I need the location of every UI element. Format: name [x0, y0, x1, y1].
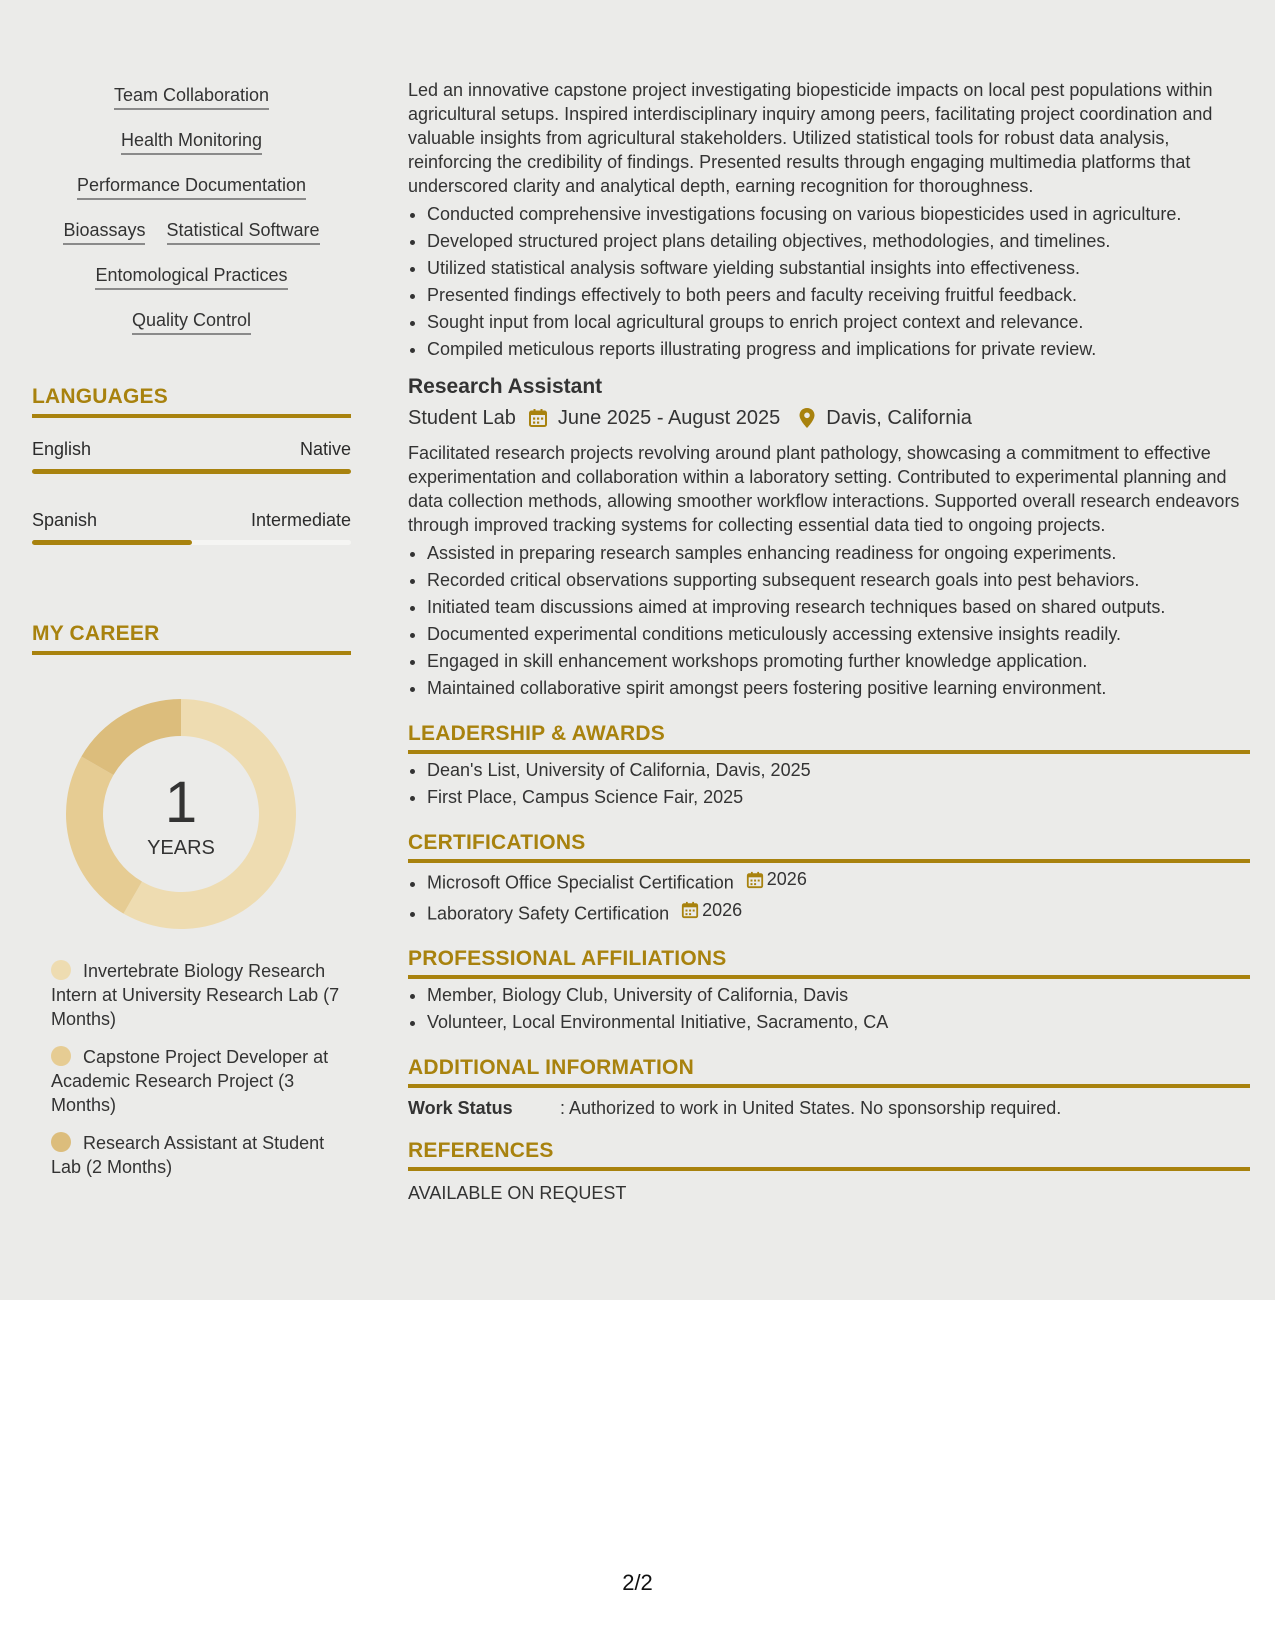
legend-label: Invertebrate Biology Research Intern at University Research Lab (7 Months) — [51, 961, 340, 1029]
affiliations-list — [408, 982, 1250, 1036]
references-text: AVAILABLE ON REQUEST — [408, 1183, 627, 1203]
job-title: Research Assistant — [408, 375, 603, 398]
language-item — [32, 438, 351, 474]
work-status-row — [408, 1097, 1250, 1119]
cert-name: Laboratory Safety Certification — [427, 903, 670, 923]
language-bar-fill — [32, 469, 351, 474]
career-heading: MY CAREER — [32, 622, 351, 655]
additional-info-heading: ADDITIONAL INFORMATION — [408, 1056, 1250, 1088]
language-bar — [32, 540, 351, 545]
legend-label: Capstone Project Developer at Academic Research Project (3 Months) — [51, 1047, 329, 1115]
certifications-list — [408, 866, 1250, 927]
job-dates: June 2025 - August 2025 — [557, 407, 781, 429]
capstone-bullets — [408, 201, 1250, 363]
job-bullets — [408, 540, 1250, 702]
skill-tag: Entomological Practices — [95, 264, 287, 290]
list-item: • Developed structured project plans detailing objectives, methodologies, and timelines. — [427, 228, 1250, 255]
languages-heading: LANGUAGES — [32, 385, 351, 418]
skill-tag: Performance Documentation — [77, 174, 306, 200]
job-description: Facilitated research projects revolving around plant pathology, showcasing a commitment to effective experimentation and collaboration within a laboratory setting. Contributed to experimental planning and data collection methods, allowing smoother workflow interactions. Supported overall research endeavors through improved tracking systems for collecting essential data tied to ongoing projects. — [408, 443, 1240, 535]
list-item: • Maintained collaborative spirit amongst peers fostering positive learning environment. — [427, 675, 1250, 702]
list-item: • Engaged in skill enhancement workshops promoting further knowledge application. — [427, 648, 1250, 675]
legend-item — [51, 1045, 341, 1117]
skill-row — [32, 264, 351, 290]
calendar-icon — [681, 901, 699, 919]
job-company: Student Lab — [408, 407, 516, 429]
left-column — [32, 84, 351, 1193]
certifications-heading: CERTIFICATIONS — [408, 831, 1250, 863]
skill-row — [32, 129, 351, 155]
skill-tag: Bioassays — [63, 219, 145, 245]
list-item: • Documented experimental conditions meticulously accessing extensive insights readily. — [427, 621, 1250, 648]
legend-item — [51, 959, 341, 1031]
legend-dot — [51, 1046, 71, 1066]
right-column — [408, 78, 1250, 1204]
calendar-icon — [528, 408, 548, 428]
skill-row — [32, 174, 351, 200]
language-item — [32, 509, 351, 545]
certifications-section — [408, 831, 1250, 927]
language-bar — [32, 469, 351, 474]
leadership-section — [408, 722, 1250, 811]
affiliations-heading: PROFESSIONAL AFFILIATIONS — [408, 947, 1250, 979]
job-location: Davis, California — [826, 407, 972, 429]
list-item: • Member, Biology Club, University of California, Davis — [427, 982, 1250, 1009]
list-item: • Presented findings effectively to both peers and faculty receiving fruitful feedback. — [427, 282, 1250, 309]
list-item: • Initiated team discussions aimed at improving research techniques based on shared outputs. — [427, 594, 1250, 621]
references-section — [408, 1139, 1250, 1204]
calendar-icon — [746, 871, 764, 889]
skill-row — [32, 84, 351, 110]
capstone-description: Led an innovative capstone project investigating biopesticide impacts on local pest populations within agricultural setups. Inspired interdisciplinary inquiry among peers, facilitating project coordination and valuable insights from agricultural stakeholders. Utilized statistical tools for robust data analysis, reinforcing the credibility of findings. Presented results through engaging multimedia platforms that underscored clarity and analytical depth, earning recognition for thoroughness. — [408, 80, 1213, 196]
career-total: 1 — [164, 770, 198, 835]
legend-dot — [51, 1132, 71, 1152]
languages-section — [32, 385, 351, 545]
skill-tag: Team Collaboration — [114, 84, 269, 110]
skill-row — [32, 309, 351, 335]
references-heading: REFERENCES — [408, 1139, 1250, 1171]
list-item: • Assisted in preparing research samples enhancing readiness for ongoing experiments. — [427, 540, 1250, 567]
legend-label: Research Assistant at Student Lab (2 Months) — [51, 1133, 325, 1177]
list-item — [427, 897, 1250, 928]
job-meta — [408, 405, 1250, 431]
list-item: • Utilized statistical analysis software yielding substantial insights into effectiveness. — [427, 255, 1250, 282]
cert-name: Microsoft Office Specialist Certification — [427, 872, 734, 893]
location-pin-icon — [798, 407, 816, 429]
work-status-value: : Authorized to work in United States. No sponsorship required. — [560, 1098, 1062, 1118]
work-status-label: Work Status — [408, 1098, 513, 1118]
career-unit: YEARS — [147, 837, 215, 859]
list-item: • Dean's List, University of California, Davis, 2025 — [427, 757, 1250, 784]
language-level: Intermediate — [250, 510, 351, 530]
donut-segment-3 — [81, 699, 181, 775]
career-section — [32, 622, 351, 1179]
list-item: • Compiled meticulous reports illustrating progress and implications for private review. — [427, 336, 1250, 363]
skill-tag: Health Monitoring — [121, 129, 262, 155]
additional-info-section — [408, 1056, 1250, 1119]
language-level: Native — [299, 439, 351, 459]
skill-tag: Quality Control — [132, 309, 251, 335]
list-item: • First Place, Campus Science Fair, 2025 — [427, 784, 1250, 811]
cert-year: 2026 — [702, 899, 743, 920]
skills-list — [32, 84, 351, 335]
leadership-list — [408, 757, 1250, 811]
affiliations-section — [408, 947, 1250, 1036]
legend-dot — [51, 960, 71, 980]
language-bar-fill — [32, 540, 192, 545]
list-item: • Volunteer, Local Environmental Initiative, Sacramento, CA — [427, 1009, 1250, 1036]
career-donut — [66, 699, 296, 929]
list-item — [427, 866, 1250, 897]
list-item: • Recorded critical observations supporting subsequent research goals into pest behaviors. — [427, 567, 1250, 594]
page-number: 2/2 — [622, 1570, 653, 1595]
skill-tag: Statistical Software — [167, 219, 320, 245]
career-legend — [51, 959, 341, 1179]
list-item: • Conducted comprehensive investigations focusing on various biopesticides used in agriculture. — [427, 201, 1250, 228]
language-name: English — [32, 439, 92, 459]
legend-item — [51, 1131, 341, 1179]
list-item: • Sought input from local agricultural groups to enrich project context and relevance. — [427, 309, 1250, 336]
cert-year: 2026 — [766, 869, 807, 889]
leadership-heading: LEADERSHIP & AWARDS — [408, 722, 1250, 754]
skill-row — [32, 219, 351, 245]
language-name: Spanish — [32, 510, 98, 530]
